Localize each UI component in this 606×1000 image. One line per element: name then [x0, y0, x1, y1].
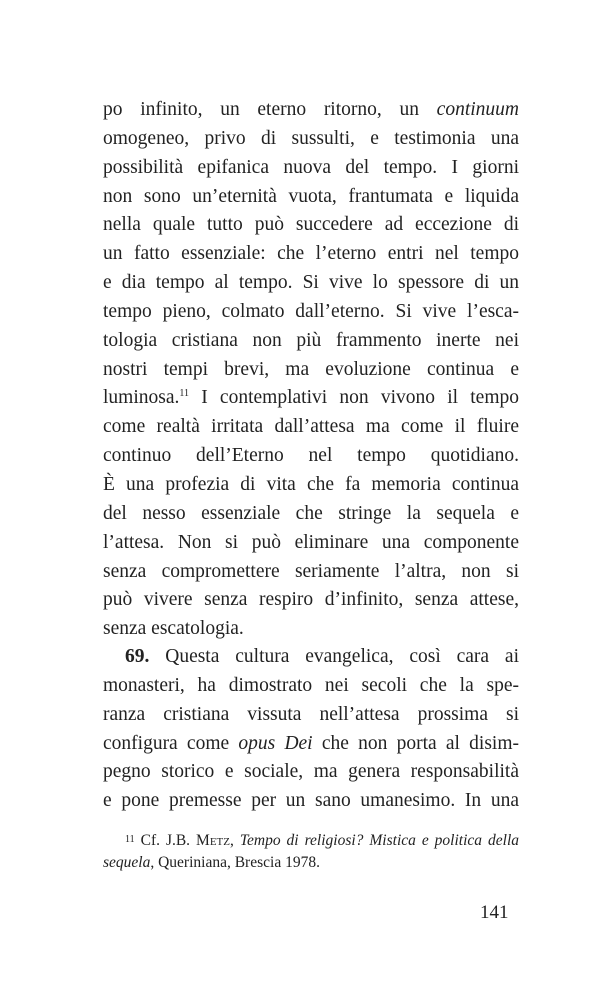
paragraph-number: 69. — [125, 646, 150, 667]
text-line: possibilità epifanica nuova del tempo. I giorni — [103, 156, 519, 178]
text-line: senza escatologia. — [103, 618, 244, 640]
text-line: l’attesa. Non si può eliminare una componente — [103, 531, 519, 553]
text-line: 69. Questa cultura evangelica, così cara ai — [125, 646, 519, 667]
text-line: po infinito, un eterno ritorno, un continuum — [103, 99, 519, 120]
text-line: monasteri, ha dimostrato nei secoli che la spe- — [103, 674, 519, 696]
text-line: luminosa.$^{11}$ I contemplativi non vivono il tempo — [103, 387, 519, 409]
text-line: può vivere senza respiro d’infinito, senza attese, — [103, 589, 519, 611]
text-line: come realtà irritata dall’attesa ma come il fluire — [103, 416, 519, 438]
text-line: pegno storico e sociale, ma genera responsabilità — [103, 761, 519, 783]
text-line: non sono un’eternità vuota, frantumata e liquida — [103, 185, 519, 207]
text-line: tempo pieno, colmato dall’eterno. Si vive l’esca- — [103, 300, 519, 322]
footnote-line: sequela, Queriniana, Brescia 1978. — [103, 854, 320, 871]
text-line: un fatto essenziale: che l’eterno entri nel tempo — [103, 243, 519, 265]
text-line: nella quale tutto può succedere ad eccezione di — [103, 214, 519, 236]
text-line: senza compromettere seriamente l’altra, non si — [103, 560, 519, 582]
text-line: del nesso essenziale che stringe la sequela e — [103, 502, 519, 524]
page-number: 141 — [480, 902, 509, 923]
text-line: ranza cristiana vissuta nell’attesa prossima si — [103, 703, 519, 725]
text-line: omogeneo, privo di sussulti, e testimonia una — [103, 127, 519, 149]
text-line: tologia cristiana non più frammento inerte nei — [103, 329, 519, 351]
footnote-line: $^{11}$ Cf. J.B. Metz, Tempo di religiosi? Mistica e politica della — [125, 832, 519, 849]
footnote — [103, 830, 519, 874]
paragraph-1 — [103, 96, 519, 644]
text-line: e dia tempo al tempo. Si vive lo spessore di un — [103, 272, 519, 294]
paragraph-69 — [103, 643, 519, 816]
text-line: nostri tempi brevi, ma evoluzione continua e — [103, 358, 519, 380]
footnote-reference[interactable]: 11 — [179, 388, 190, 400]
text-line: continuo dell’Eterno nel tempo quotidiano. — [103, 445, 519, 467]
text-line: configura come opus Dei che non porta al disim- — [103, 732, 519, 754]
text-line: e pone premesse per un sano umanesimo. In una — [103, 790, 519, 812]
text-line: È una profezia di vita che fa memoria continua — [103, 473, 519, 495]
